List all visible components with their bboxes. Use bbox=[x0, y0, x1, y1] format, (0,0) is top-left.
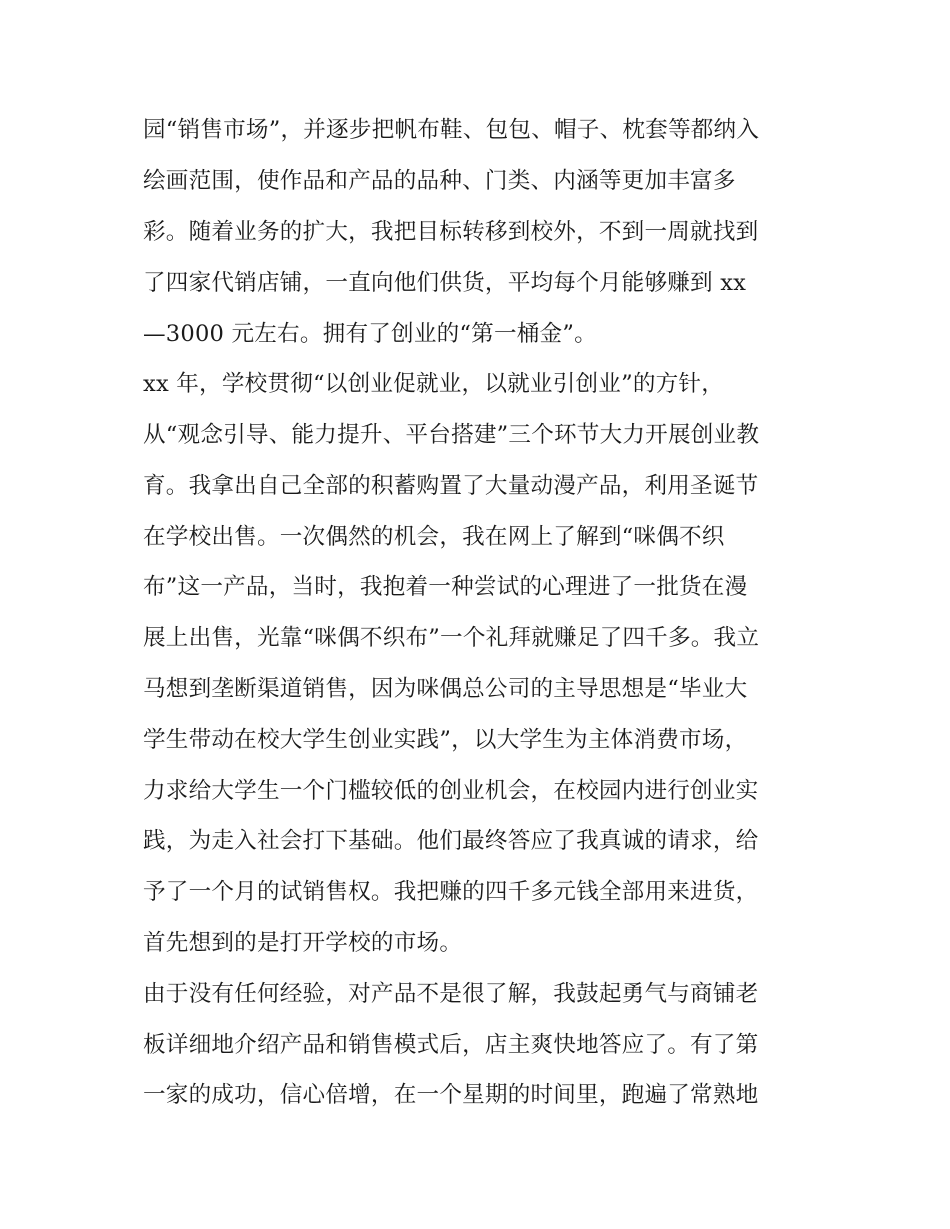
text-line: 首先想到的是打开学校的市场。 bbox=[143, 930, 463, 956]
text-line: 学生带动在校大学生创业实践”，以大学生为主体消费市场， bbox=[143, 727, 748, 753]
text-line: 由于没有任何经验，对产品不是很了解，我鼓起勇气与商铺老 bbox=[143, 981, 759, 1007]
text-line: 展上出售，光靠“咪偶不织布”一个礼拜就赚足了四千多。我立 bbox=[143, 625, 760, 651]
text-line: 予了一个月的试销售权。我把赚的四千多元钱全部用来进货， bbox=[143, 879, 759, 905]
text-line: 从“观念引导、能力提升、平台搭建”三个环节大力开展创业教 bbox=[143, 422, 760, 448]
text-line: 力求给大学生一个门槛较低的创业机会，在校园内进行创业实 bbox=[143, 778, 759, 804]
text-line: 马想到垄断渠道销售，因为咪偶总公司的主导思想是“毕业大 bbox=[143, 676, 748, 702]
text-line: 育。我拿出自己全部的积蓄购置了大量动漫产品，利用圣诞节 bbox=[143, 473, 759, 499]
text-line: 布”这一产品，当时，我抱着一种尝试的心理进了一批货在漫 bbox=[143, 574, 748, 600]
text-line: 板详细地介绍产品和销售模式后，店主爽快地答应了。有了第 bbox=[143, 1032, 759, 1058]
text-line: xx 年，学校贯彻“以创业促就业，以就业引创业”的方针， bbox=[143, 371, 725, 397]
text-line: 了四家代销店铺，一直向他们供货，平均每个月能够赚到 xx bbox=[143, 270, 747, 296]
text-line: 绘画范围，使作品和产品的品种、门类、内涵等更加丰富多 bbox=[143, 168, 736, 194]
text-line: 践，为走入社会打下基础。他们最终答应了我真诚的请求，给 bbox=[143, 828, 759, 854]
text-line: 园“销售市场”，并逐步把帆布鞋、包包、帽子、枕套等都纳入 bbox=[143, 117, 760, 143]
text-line: 在学校出售。一次偶然的机会，我在网上了解到“咪偶不织 bbox=[143, 524, 725, 550]
text-line: 彩。随着业务的扩大，我把目标转移到校外，不到一周就找到 bbox=[143, 219, 759, 245]
text-line: —3000 元左右。拥有了创业的“第一桶金”。 bbox=[143, 321, 597, 347]
text-line: 一家的成功，信心倍增，在一个星期的时间里，跑遍了常熟地 bbox=[143, 1082, 759, 1108]
